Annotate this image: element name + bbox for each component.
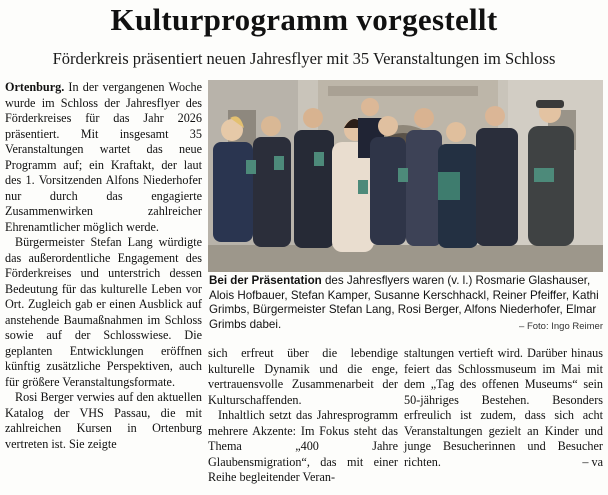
article-column-3 (404, 346, 603, 470)
paragraph: Bürgermeister Stefan Lang würdigte das außerordentliche Engagement des Förderkreises und unterstrich dessen Bedeutung für das kulturelle Leben vor Ort. Zugleich gab er einen Ausblick auf anstehende Baumaßnahmen im Schloss sowie auf der Schlosswiese. Die geplanten Entwicklungen eröffnen künftig zusätzliche Perspektiven, auch für größere Veranstaltungsformate. (5, 235, 202, 389)
group-photo (208, 80, 603, 272)
paragraph: Inhaltlich setzt das Jahresprogramm mehrere Akzente: Im Fokus steht das Thema „400 Jahre Glaubensmigration“, das mit einer Reihe begleitender Veran- (208, 408, 398, 484)
article-column-1 (5, 80, 202, 452)
paragraph: sich erfreut über die lebendige kulturelle Dynamik und die enge, vertrauensvolle Zusammenarbeit der Kulturschaffenden. (208, 346, 398, 407)
paragraph: Rosi Berger verwies auf den aktuellen Katalog der VHS Passau, die mit zahlreichen Kursen in Ortenburg vertreten ist. Sie zeigte (5, 390, 202, 451)
paragraph (5, 80, 202, 235)
subheadline: Förderkreis präsentiert neuen Jahresflyer mit 35 Veranstaltungen im Schloss (52, 49, 556, 68)
caption-lead: Bei der Präsentation (209, 274, 322, 287)
paragraph-text: In der vergangenen Woche wurde im Schloss der Jahresflyer des Förderkreises für das Jahr 2026 präsentiert. Mit insgesamt 35 Veranstaltungen wartet das neue Programm auf; ein Kraftakt, der laut des 1. Vorsitzenden Alfons Niederhofer nur durch das engagierte Zusammenwirken zahlreicher Ehrenamtlicher möglich werde. (5, 80, 202, 234)
photo-caption (209, 274, 603, 334)
author-signature: – va (582, 454, 603, 469)
article-column-2 (208, 346, 398, 486)
caption-text: des Jahresflyers waren (v. l.) Rosmarie Glashauser, Alois Hofbauer, Stefan Kamper, Susanne Kerschhackl, Reiner Pfeiffer, Kathi Grimbs, Bürgermeister Stefan Lang, Rosi Berger, Alfons Niederhofer, Elmar Grimbs dabei. (209, 274, 599, 331)
group-photo-image (208, 80, 603, 272)
headline: Kulturprogramm vorgestellt (110, 2, 498, 37)
photo-credit: – Foto: Ingo Reimer (519, 320, 603, 332)
paragraph (404, 346, 603, 470)
dateline: Ortenburg. (5, 80, 65, 94)
paragraph-text: staltungen vertieft wird. Darüber hinaus feiert das Schlossmuseum im Mai mit dem „Tag des offenen Museums“ sein 50-jähriges Bestehen. Besonders erfreulich ist zudem, dass sich acht Veranstaltungen gezielt an Kinder und junge Besucherinnen und Besucher richten. (404, 346, 603, 469)
